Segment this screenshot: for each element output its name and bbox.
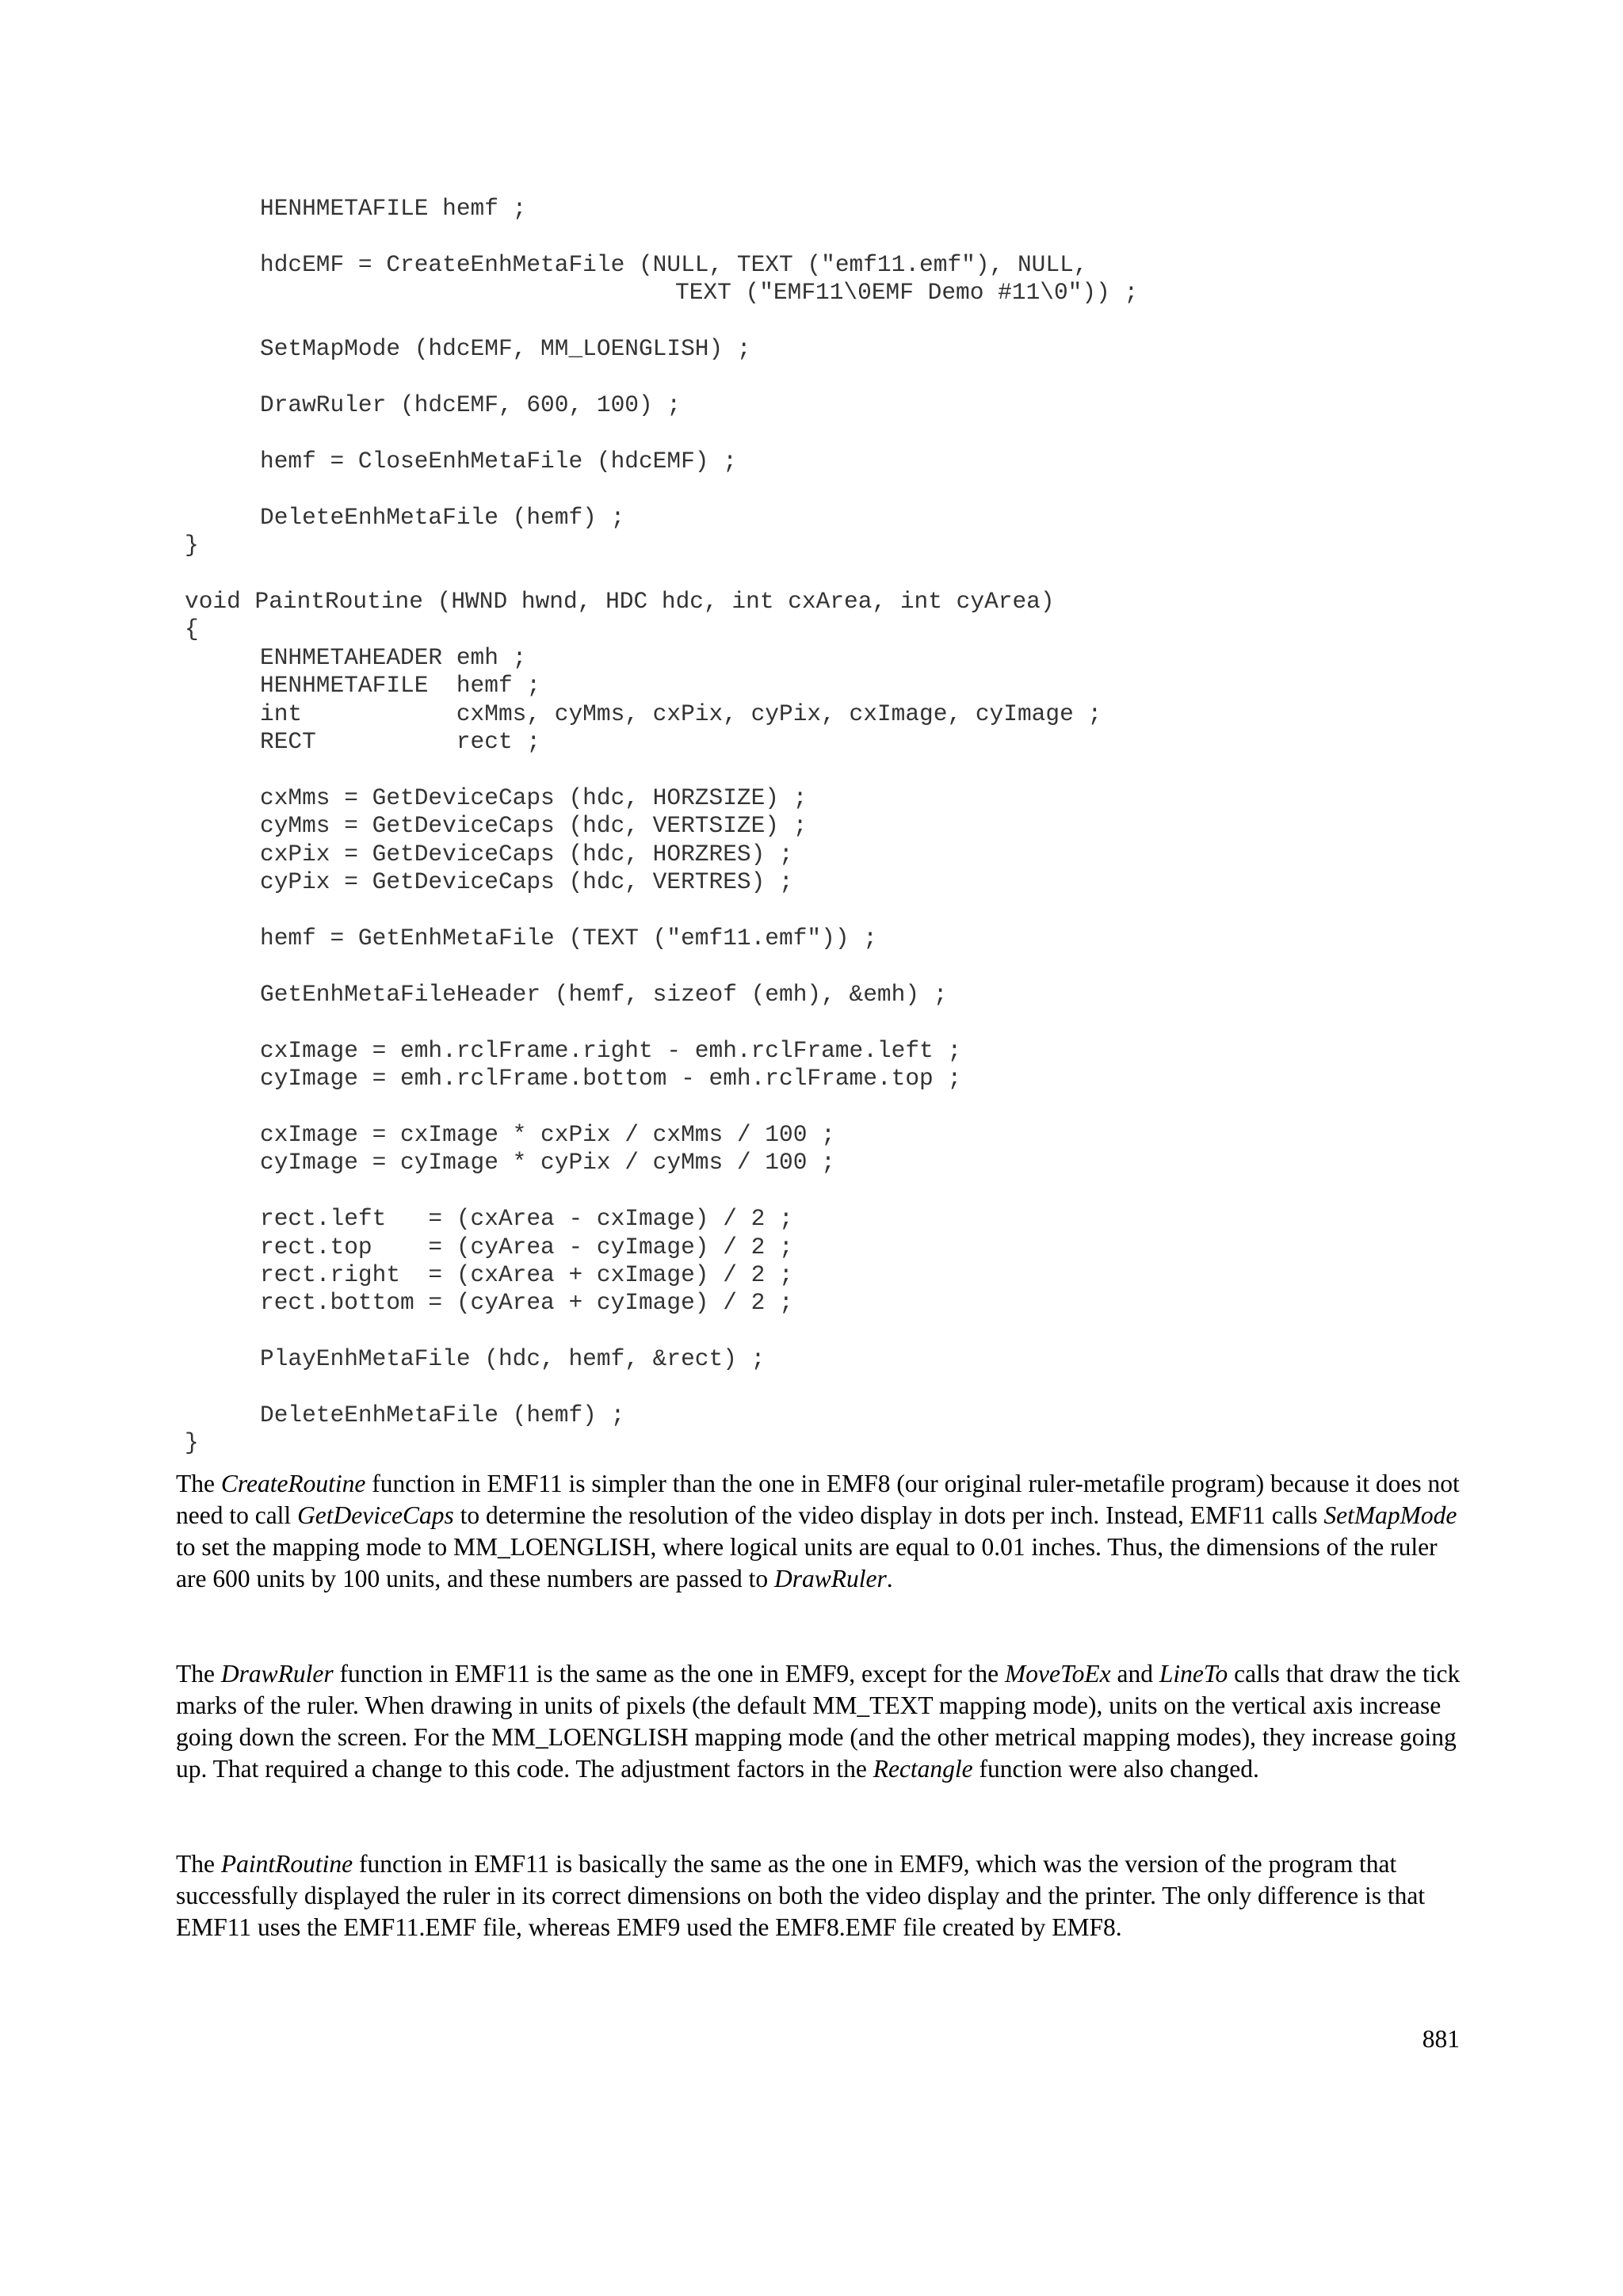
code-line: PlayEnhMetaFile (hdc, hemf, &rect) ; <box>260 1345 766 1372</box>
text-run: . <box>886 1565 893 1592</box>
text-run: function in EMF11 is simpler than the one in EMF8 (our original ruler-metafile program) because it does not need to call <box>176 1470 1460 1529</box>
italic-term: Rectangle <box>873 1755 973 1783</box>
code-line: rect.left = (cxArea - cxImage) / 2 ; <box>260 1205 793 1232</box>
code-line: SetMapMode (hdcEMF, MM_LOENGLISH) ; <box>260 335 751 362</box>
code-line: hemf = GetEnhMetaFile (TEXT ("emf11.emf")) ; <box>260 925 877 952</box>
code-line: cxMms = GetDeviceCaps (hdc, HORZSIZE) ; <box>260 784 808 811</box>
italic-term: DrawRuler <box>773 1565 887 1592</box>
page-number: 881 <box>1422 2025 1460 2053</box>
code-line: { <box>185 616 199 643</box>
italic-term: CreateRoutine <box>220 1470 366 1497</box>
code-line: rect.bottom = (cyArea + cyImage) / 2 ; <box>260 1289 793 1316</box>
text-run: to set the mapping mode to MM_LOENGLISH, where logical units are equal to 0.01 inches. Thus, the dimensions of the ruler are 600 units by 100 units, and these numbers are passed to <box>176 1533 1438 1592</box>
code-line: int cxMms, cyMms, cxPix, cyPix, cxImage, cyImage ; <box>260 700 1102 727</box>
text-run: calls that draw the tick marks of the ruler. When drawing in units of pixels (the default MM_TEXT mapping mode), units on the vertical axis increase going down the screen. For the MM_LOENGLISH mapping mode (and the other metrical mapping modes), they increase going up. That required a change to this code. The adjustment factors in the <box>176 1660 1461 1783</box>
code-line: hdcEMF = CreateEnhMetaFile (NULL, TEXT ("emf11.emf"), NULL, <box>260 251 1088 278</box>
code-line: DrawRuler (hdcEMF, 600, 100) ; <box>260 391 682 418</box>
code-line: void PaintRoutine (HWND hwnd, HDC hdc, int cxArea, int cyArea) <box>185 588 1055 615</box>
code-line: rect.top = (cyArea - cyImage) / 2 ; <box>260 1234 793 1261</box>
text-run: The <box>176 1850 221 1878</box>
code-line: cyImage = emh.rclFrame.bottom - emh.rclFrame.top ; <box>260 1065 962 1092</box>
text-run: function were also changed. <box>972 1755 1259 1783</box>
text-run: The <box>176 1470 221 1497</box>
italic-term: GetDeviceCaps <box>297 1501 454 1529</box>
code-line: } <box>185 1429 199 1456</box>
code-line: cxPix = GetDeviceCaps (hdc, HORZRES) ; <box>260 841 793 868</box>
code-line: DeleteEnhMetaFile (hemf) ; <box>260 1402 625 1428</box>
code-line: RECT rect ; <box>260 728 541 755</box>
code-line: DeleteEnhMetaFile (hemf) ; <box>260 504 625 531</box>
code-line: cyPix = GetDeviceCaps (hdc, VERTRES) ; <box>260 868 793 895</box>
code-line: rect.right = (cxArea + cxImage) / 2 ; <box>260 1261 793 1288</box>
code-line: HENHMETAFILE hemf ; <box>260 672 541 699</box>
code-line: cyMms = GetDeviceCaps (hdc, VERTSIZE) ; <box>260 812 808 839</box>
code-line: cyImage = cyImage * cyPix / cyMms / 100 ; <box>260 1149 835 1176</box>
code-line: ENHMETAHEADER emh ; <box>260 644 527 671</box>
text-run: The <box>176 1660 221 1688</box>
italic-term: SetMapMode <box>1323 1501 1457 1529</box>
text-run: to determine the resolution of the video display in dots per inch. Instead, EMF11 calls <box>453 1501 1324 1529</box>
italic-term: PaintRoutine <box>220 1850 353 1878</box>
text-run: function in EMF11 is basically the same as the one in EMF9, which was the version of the program that successfully displayed the ruler in its correct dimensions on both the video display and the printer. The only difference is that EMF11 uses the EMF11.EMF file, whereas EMF9 used the EMF8.EMF file created by EMF8. <box>176 1850 1426 1941</box>
code-line: } <box>185 532 199 559</box>
code-line: TEXT ("EMF11\0EMF Demo #11\0")) ; <box>675 279 1139 306</box>
text-run: and <box>1110 1660 1159 1688</box>
paragraph-draw-ruler <box>176 1658 1468 1785</box>
code-line: hemf = CloseEnhMetaFile (hdcEMF) ; <box>260 448 737 475</box>
text-run: function in EMF11 is the same as the one in EMF9, except for the <box>333 1660 1006 1688</box>
italic-term: MoveToEx <box>1005 1660 1111 1688</box>
code-line: cxImage = emh.rclFrame.right - emh.rclFrame.left ; <box>260 1037 962 1064</box>
code-line: GetEnhMetaFileHeader (hemf, sizeof (emh), &emh) ; <box>260 981 948 1008</box>
italic-term: LineTo <box>1159 1660 1228 1688</box>
paragraph-paint-routine <box>176 1848 1468 1943</box>
code-line: cxImage = cxImage * cxPix / cxMms / 100 ; <box>260 1121 835 1148</box>
paragraph-create-routine <box>176 1468 1468 1595</box>
code-line: HENHMETAFILE hemf ; <box>260 195 527 222</box>
italic-term: DrawRuler <box>220 1660 334 1688</box>
